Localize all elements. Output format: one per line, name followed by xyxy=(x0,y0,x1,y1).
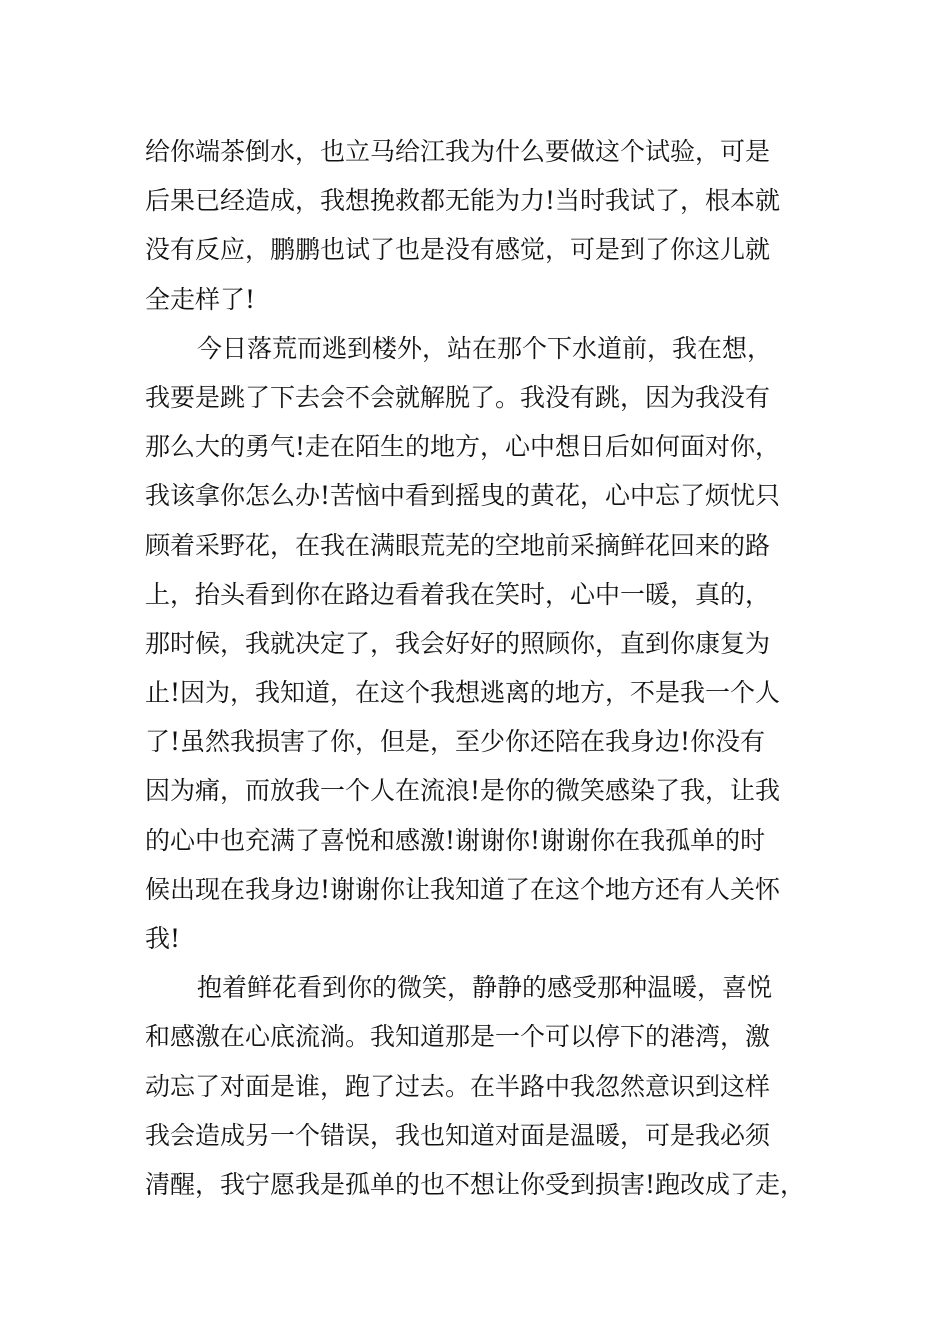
text-line: 上，抬头看到你在路边看着我在笑时，心中一暖，真的， xyxy=(145,579,771,609)
text-line: 全走样了! xyxy=(145,284,256,314)
text-line-indented: 抱着鲜花看到你的微笑，静静的感受那种温暖，喜悦 xyxy=(197,973,773,1003)
text-line: 顾着采野花，在我在满眼荒芜的空地前采摘鲜花回来的路 xyxy=(145,530,771,560)
text-line: 后果已经造成，我想挽救都无能为力!当时我试了，根本就 xyxy=(145,186,781,216)
text-line: 的心中也充满了喜悦和感激!谢谢你!谢谢你在我孤单的时 xyxy=(145,825,766,855)
text-line: 因为痛，而放我一个人在流浪!是你的微笑感染了我，让我 xyxy=(145,776,781,806)
text-line: 那么大的勇气!走在陌生的地方，心中想日后如何面对你， xyxy=(145,432,781,462)
paragraph-2 xyxy=(145,324,825,963)
text-line: 给你端茶倒水，也立马给江我为什么要做这个试验，可是 xyxy=(145,137,771,166)
text-line: 候出现在我身边!谢谢你让我知道了在这个地方还有人关怀 xyxy=(145,874,781,904)
document-body xyxy=(145,127,825,1209)
text-line: 止!因为，我知道，在这个我想逃离的地方，不是我一个人 xyxy=(145,678,781,708)
text-line: 我要是跳了下去会不会就解脱了。我没有跳，因为我没有 xyxy=(145,382,771,412)
text-line: 了!虽然我损害了你，但是，至少你还陪在我身边!你没有 xyxy=(145,727,766,757)
paragraph-3 xyxy=(145,963,825,1209)
text-line-indented: 今日落荒而逃到楼外，站在那个下水道前，我在想， xyxy=(197,333,773,363)
paragraph-1 xyxy=(145,127,825,324)
text-line: 我会造成另一个错误，我也知道对面是温暖，可是我必须 xyxy=(145,1120,771,1150)
text-line: 清醒，我宁愿我是孤单的也不想让你受到损害!跑改成了走， xyxy=(145,1169,806,1199)
text-line: 那时候，我就决定了，我会好好的照顾你，直到你康复为 xyxy=(145,628,771,658)
text-line: 和感激在心底流淌。我知道那是一个可以停下的港湾，激 xyxy=(145,1022,771,1052)
text-line: 没有反应，鹏鹏也试了也是没有感觉，可是到了你这儿就 xyxy=(145,235,771,265)
text-line: 我! xyxy=(145,924,181,953)
text-line: 动忘了对面是谁，跑了过去。在半路中我忽然意识到这样 xyxy=(145,1071,771,1101)
text-line: 我该拿你怎么办!苦恼中看到摇曳的黄花，心中忘了烦忧只 xyxy=(145,481,781,511)
